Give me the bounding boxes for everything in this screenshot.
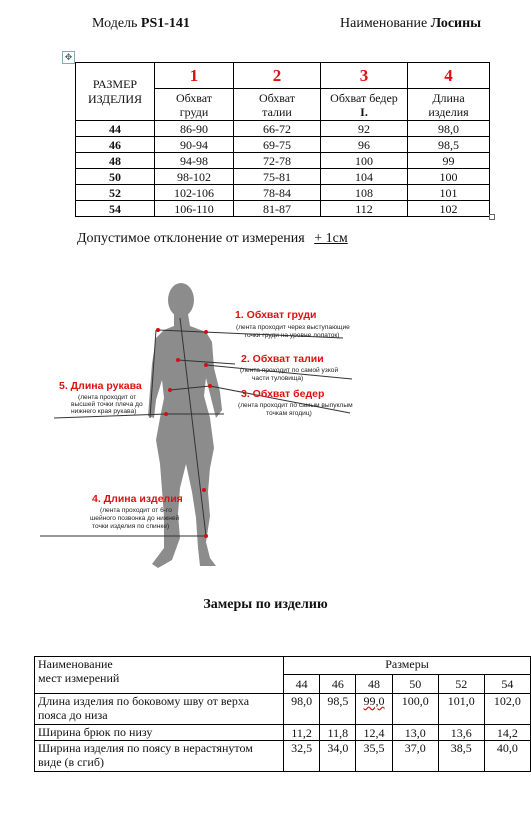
column-number: 3	[321, 63, 408, 89]
table-row: 54 106-110 81-87 112 102	[76, 201, 490, 217]
table-row: Ширина брюк по низу 11,2 11,8 12,4 13,0 13,6 14,2	[35, 725, 531, 741]
label-hips: 3. Обхват бедер	[241, 388, 325, 400]
size-corner-header: РАЗМЕР ИЗДЕЛИЯ	[76, 63, 155, 121]
model-value: PS1-141	[140, 16, 190, 31]
svg-text:точки изделия по спинке): точки изделия по спинке)	[92, 523, 170, 530]
size-column: 44	[284, 675, 320, 694]
measurement-figure	[40, 268, 380, 574]
size-column: 46	[320, 675, 356, 694]
svg-text:(лента проходит по самым выпук: (лента проходит по самым выпуклым	[238, 402, 353, 409]
size-column: 50	[392, 675, 438, 694]
column-number: 1	[155, 63, 234, 89]
measurements-table	[34, 656, 531, 772]
size-column: 54	[484, 675, 530, 694]
size-column: 48	[356, 675, 392, 694]
sizes-header: Размеры	[284, 657, 531, 675]
table-row: 46 90-94 69-75 96 98,5	[76, 137, 490, 153]
tolerance-value: + 1см	[314, 231, 348, 246]
table-resize-handle[interactable]	[489, 214, 495, 220]
size-table	[75, 62, 490, 217]
name-label: Наименование	[340, 16, 428, 31]
column-header: Длина изделия	[408, 89, 490, 121]
svg-text:шейного позвонка до нижней: шейного позвонка до нижней	[90, 515, 180, 522]
svg-text:(лента проходит от: (лента проходит от	[78, 394, 137, 401]
table-row: Длина изделия по боковому шву от верха пояса до низа 98,0 98,5 99,0 100,0 101,0 102,0	[35, 694, 531, 725]
svg-text:нижнего края рукава): нижнего края рукава)	[71, 408, 137, 415]
label-bust: 1. Обхват груди	[235, 309, 317, 321]
svg-text:(лента проходит от 6-го: (лента проходит от 6-го	[100, 507, 172, 514]
svg-text:части туловища): части туловища)	[252, 375, 304, 382]
measurements-title: Замеры по изделию	[203, 597, 328, 612]
table-row: 50 98-102 75-81 104 100	[76, 169, 490, 185]
tolerance-note: Допустимое отклонение от измерения + 1см	[77, 231, 348, 246]
table-row: 48 94-98 72-78 100 99	[76, 153, 490, 169]
table-row: Ширина изделия по поясу в нерастянутом виде (в сгиб) 32,5 34,0 35,5 37,0 38,5 40,0	[35, 741, 531, 772]
column-number: 2	[234, 63, 321, 89]
name-value: Лосины	[430, 16, 482, 31]
size-column: 52	[438, 675, 484, 694]
table-row: 52 102-106 78-84 108 101	[76, 185, 490, 201]
svg-text:(лента проходит через выступаю: (лента проходит через выступающие	[236, 324, 350, 331]
table-move-handle-icon[interactable]: ✥	[62, 51, 75, 64]
measurement-name-header: Наименование мест измерений	[35, 657, 284, 694]
column-header: Обхват груди	[155, 89, 234, 121]
product-name-line	[340, 16, 481, 32]
column-number: 4	[408, 63, 490, 89]
table-row: 44 86-90 66-72 92 98,0	[76, 121, 490, 137]
column-header: Обхват бедер I.	[321, 89, 408, 121]
column-header: Обхват талии	[234, 89, 321, 121]
label-garment-length: 4. Длина изделия	[92, 493, 183, 505]
svg-text:точкам ягодиц): точкам ягодиц)	[266, 410, 312, 417]
label-waist: 2. Обхват талии	[241, 353, 324, 365]
svg-text:точки груди на уровне лопаток): точки груди на уровне лопаток)	[244, 332, 340, 339]
model-label: Модель	[92, 16, 138, 31]
svg-text:высшей точки плеча до: высшей точки плеча до	[71, 401, 143, 408]
svg-text:(лента проходит по самой узкой: (лента проходит по самой узкой	[240, 367, 339, 374]
model-line	[92, 16, 190, 32]
label-sleeve-length: 5. Длина рукава	[59, 380, 142, 392]
